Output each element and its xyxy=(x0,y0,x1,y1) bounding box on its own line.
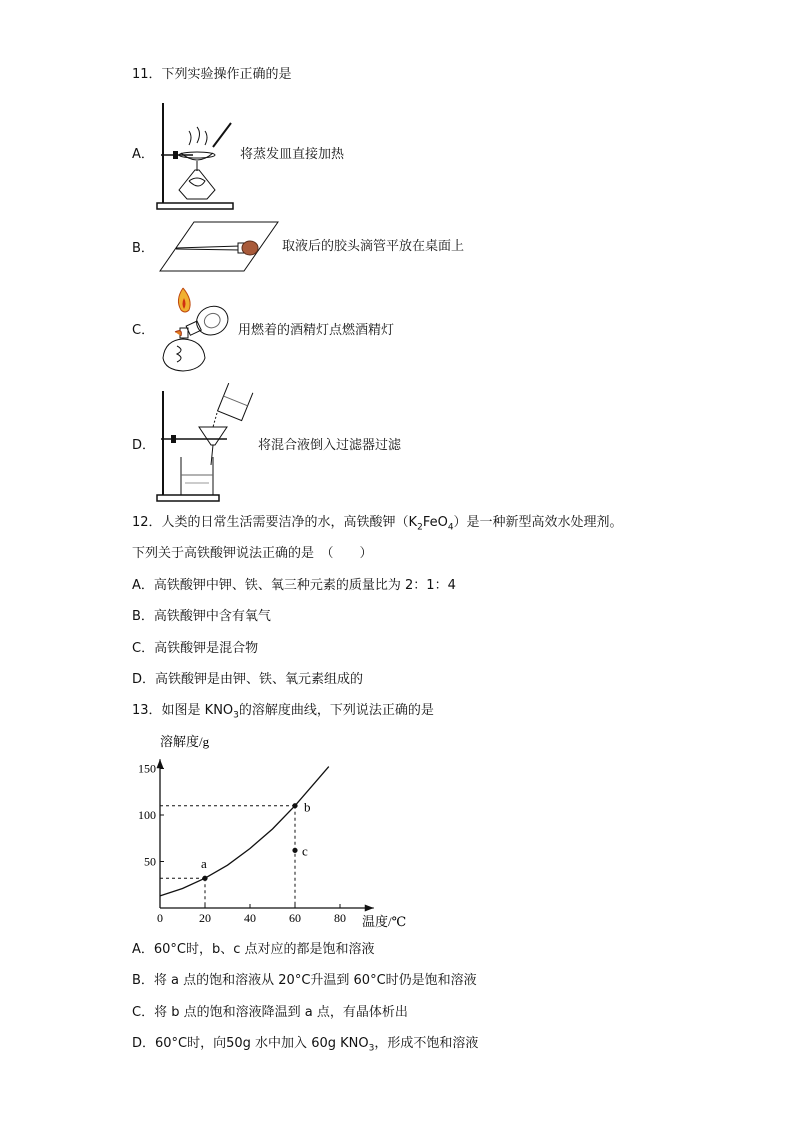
q12-option-c: C．高铁酸钾是混合物 xyxy=(132,641,259,656)
y-tick-label-150: 150 xyxy=(138,761,156,776)
q13-option-c: C．将 b 点的饱和溶液降温到 a 点，有晶体析出 xyxy=(132,1005,408,1020)
x-tick-label-20: 20 xyxy=(199,911,211,925)
q13-option-d xyxy=(132,1035,478,1058)
x-tick-label-80: 80 xyxy=(334,911,346,925)
q11-option-b-text: 取液后的胶头滴管平放在桌面上 xyxy=(282,239,465,254)
filtration-apparatus-figure xyxy=(155,383,257,505)
q11-option-d-text: 将混合液倒入过滤器过滤 xyxy=(258,438,402,453)
q12-option-b: B．高铁酸钾中含有氧气 xyxy=(132,609,271,624)
point-label-c: c xyxy=(302,843,308,859)
point-b xyxy=(292,803,297,808)
x-tick-label-40: 40 xyxy=(244,911,256,925)
q13-stem xyxy=(132,702,434,725)
y-axis-arrow xyxy=(157,759,164,768)
evaporating-dish-apparatus-figure xyxy=(155,95,240,213)
x-tick-label-60: 60 xyxy=(289,911,301,925)
q11-option-c-text: 用燃着的酒精灯点燃酒精灯 xyxy=(238,323,395,338)
alcohol-lamp-lighting-figure xyxy=(155,284,237,376)
point-a xyxy=(202,876,207,881)
q11-option-a-letter: A． xyxy=(132,147,154,162)
kno3-solubility-chart xyxy=(128,728,418,936)
q13-option-d-before: D．60°C时，向50g 水中加入 60g KNO xyxy=(132,1036,369,1051)
y-tick-label-50: 50 xyxy=(144,854,156,869)
y-axis-label: 溶解度/g xyxy=(160,734,210,749)
q11-stem: 11．下列实验操作正确的是 xyxy=(132,67,292,82)
q12-stem-line2: 下列关于高铁酸钾说法正确的是 （ ） xyxy=(132,546,373,561)
q13-stem-before: 13．如图是 KNO xyxy=(132,703,234,718)
x-tick-label-0: 0 xyxy=(157,911,163,925)
x-axis-arrow xyxy=(365,905,374,912)
q12-option-d: D．高铁酸钾是由钾、铁、氧元素组成的 xyxy=(132,672,364,687)
q13-stem-after: 的溶解度曲线，下列说法正确的是 xyxy=(238,703,434,718)
y-tick-label-100: 100 xyxy=(138,808,156,822)
point-label-a: a xyxy=(201,856,207,872)
q13-option-b: B．将 a 点的饱和溶液从 20°C升温到 60°C时仍是饱和溶液 xyxy=(132,973,477,988)
q12-stem-mid: FeO xyxy=(422,515,448,530)
q12-sub-o: 4 xyxy=(447,522,454,533)
q13-option-d-sub: 3 xyxy=(368,1043,375,1054)
q12-stem-before: 12．人类的日常生活需要洁净的水，高铁酸钾（K xyxy=(132,515,418,530)
point-label-b: b xyxy=(304,799,311,815)
q12-stem-after: ）是一种新型高效水处理剂。 xyxy=(453,515,623,530)
solubility-curve-0 xyxy=(160,767,329,896)
q13-option-d-after: ，形成不饱和溶液 xyxy=(374,1036,479,1051)
dropper-on-table-figure xyxy=(158,219,280,274)
q11-option-a-text: 将蒸发皿直接加热 xyxy=(240,147,345,162)
q11-option-d-letter: D． xyxy=(132,438,156,453)
q11-option-b-letter: B． xyxy=(132,241,154,256)
q13-option-a: A．60°C时，b、c 点对应的都是饱和溶液 xyxy=(132,942,375,957)
q11-option-c-letter: C． xyxy=(132,323,155,338)
q12-sub-k: 2 xyxy=(417,522,423,533)
q13-sub: 3 xyxy=(233,710,239,721)
q12-option-a: A．高铁酸钾中钾、铁、氧三种元素的质量比为 2：1：4 xyxy=(132,578,456,593)
point-c xyxy=(292,848,297,853)
x-axis-label: 温度/℃ xyxy=(362,914,407,929)
q12-stem xyxy=(132,514,623,537)
